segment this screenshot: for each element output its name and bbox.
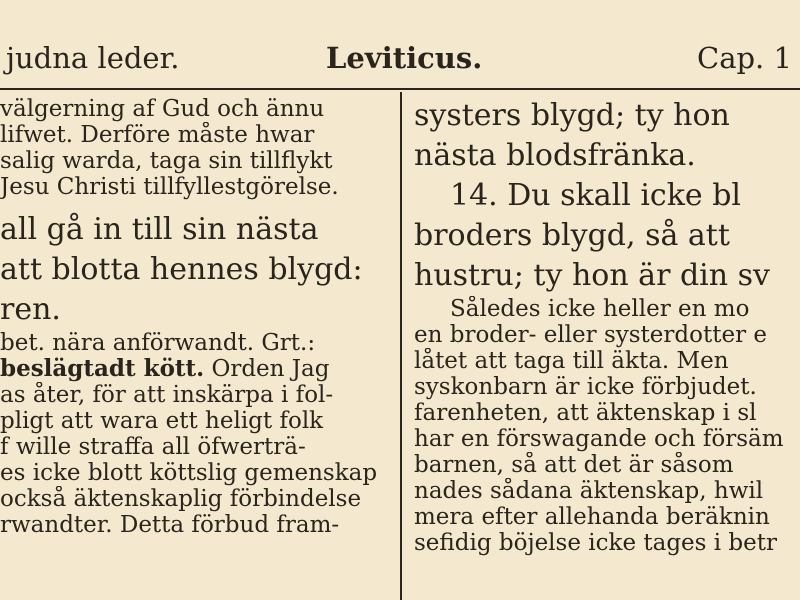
commentary-line: bet. nära anförwandt. Grt.: xyxy=(0,330,316,356)
verse-line: hustru; ty hon är din sv xyxy=(414,258,770,293)
right-column xyxy=(414,96,800,600)
commentary-line xyxy=(0,356,392,382)
commentary-line: Således icke heller en mo xyxy=(450,296,750,322)
chapter-label: Cap. 1 xyxy=(697,41,792,75)
commentary-line: syskonbarn är icke förbjudet. xyxy=(414,374,757,400)
commentary-fragment: Orden Jag xyxy=(204,356,330,382)
commentary-line: farenheten, att äktenskap i sl xyxy=(414,400,757,426)
column-divider xyxy=(400,92,402,600)
commentary-line: sefidig böjelse icke tages i betr xyxy=(414,530,778,556)
commentary-line: också äktenskaplig förbindelse xyxy=(0,486,362,512)
text-line: lifwet. Derföre måste hwar xyxy=(0,122,315,148)
commentary-line: mera efter allehanda beräknin xyxy=(414,504,770,530)
verse-line: all gå in till sin nästa xyxy=(0,212,319,247)
commentary-line: låtet att taga till äkta. Men xyxy=(414,348,729,374)
text-line: salig warda, taga sin tillflykt xyxy=(0,148,333,174)
running-head xyxy=(0,36,800,80)
running-head-left: judna leder. xyxy=(6,41,180,75)
commentary-line: barnen, så att det är såsom xyxy=(414,452,734,478)
verse-line: ren. xyxy=(0,292,61,327)
commentary-line: as åter, för att inskärpa i fol- xyxy=(0,382,334,408)
text-line: välgerning af Gud och ännu xyxy=(0,96,325,122)
commentary-line: f wille straffa all öfwerträ- xyxy=(0,434,306,460)
commentary-line: es icke blott köttslig gemenskap xyxy=(0,460,378,486)
verse-line: att blotta hennes blygd: xyxy=(0,252,363,287)
verse-line: broders blygd, så att xyxy=(414,218,730,253)
commentary-line: pligt att wara ett heligt folk xyxy=(0,408,324,434)
verse-line: nästa blodsfränka. xyxy=(414,138,696,173)
verse-14-line: 14. Du skall icke bl xyxy=(450,178,742,213)
commentary-line: nades sådana äktenskap, hwil xyxy=(414,478,764,504)
verse-line: systers blygd; ty hon xyxy=(414,98,730,133)
commentary-line: har en förswagande och försäm xyxy=(414,426,784,452)
left-column xyxy=(0,96,392,600)
commentary-line: rwandter. Detta förbud fram- xyxy=(0,512,340,538)
text-line: Jesu Christi tillfyllestgörelse. xyxy=(0,174,339,200)
emphasis-phrase: beslägtadt kött. xyxy=(0,356,205,382)
book-title: Leviticus. xyxy=(326,41,483,75)
header-rule xyxy=(0,88,800,90)
commentary-line: en broder- eller systerdotter e xyxy=(414,322,767,348)
